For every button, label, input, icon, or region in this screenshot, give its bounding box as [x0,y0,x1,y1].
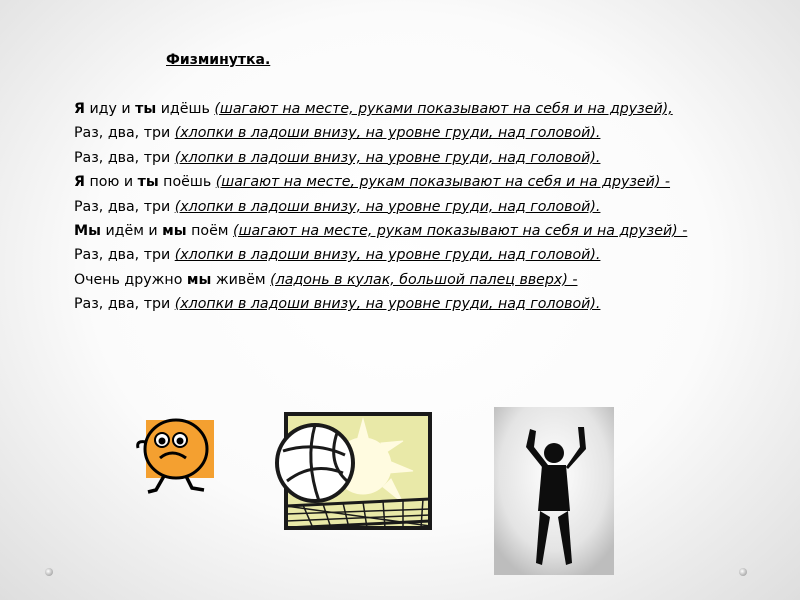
poem-text-segment: живём [211,271,271,288]
poem-text-segment: Раз, два, три [74,247,175,264]
poem-emphasis: Я [74,101,85,117]
volleyball-net-clipart [273,411,433,531]
raised-arms-silhouette [494,407,614,575]
poem-line [74,243,724,267]
poem-line [74,170,724,194]
poem-instruction: (ладонь в кулак, большой палец вверх) - [270,271,578,288]
poem-line [74,219,724,243]
poem-text-segment: поём [186,223,234,240]
poem-emphasis: мы [162,223,187,240]
poem-line [74,195,724,219]
poem-emphasis: мы [186,271,212,288]
poem-text-segment: Раз, два, три [74,198,175,215]
corner-dot-right [739,568,747,576]
poem-text-segment: Раз, два, три [74,125,175,142]
poem-instruction: (шагают на месте, рукам показывают на себя и на друзей) - [215,174,671,191]
poem-line [74,146,724,170]
poem-instruction: (хлопки в ладоши внизу, на уровне груди, над головой). [174,296,601,313]
poem-line [74,268,724,292]
poem-instruction: (шагают на месте, руками показывают на себя и на друзей), [214,101,673,117]
poem-instruction: (шагают на месте, рукам показывают на себя и на друзей) - [233,223,688,240]
poem-line [74,121,724,145]
poem-instruction: (хлопки в ладоши внизу, на уровне груди, над головой). [174,125,601,142]
running-face-clipart [132,418,218,500]
slide-title: Физминутка. [166,52,271,68]
poem-text-segment: поёшь [158,174,216,191]
corner-dot-left [45,568,53,576]
poem-text-segment: идёшь [156,101,215,117]
poem-text-segment: Раз, два, три [74,296,175,313]
poem-text [74,97,724,317]
poem-text-segment: Раз, два, три [74,149,175,166]
poem-text-segment: Очень дружно [74,271,187,288]
poem-line [74,97,724,121]
poem-text-segment: иду и [84,101,136,117]
poem-instruction: (хлопки в ладоши внизу, на уровне груди, над головой). [174,149,601,166]
poem-text-segment: идём и [100,223,163,240]
poem-text-segment: пою и [84,174,138,191]
poem-line [74,292,724,316]
poem-emphasis: ты [137,174,159,191]
poem-instruction: (хлопки в ладоши внизу, на уровне груди, над головой). [174,247,601,264]
poem-emphasis: Мы [74,223,101,240]
poem-instruction: (хлопки в ладоши внизу, на уровне груди, над головой). [174,198,601,215]
poem-emphasis: Я [74,174,85,191]
poem-emphasis: ты [135,101,157,117]
